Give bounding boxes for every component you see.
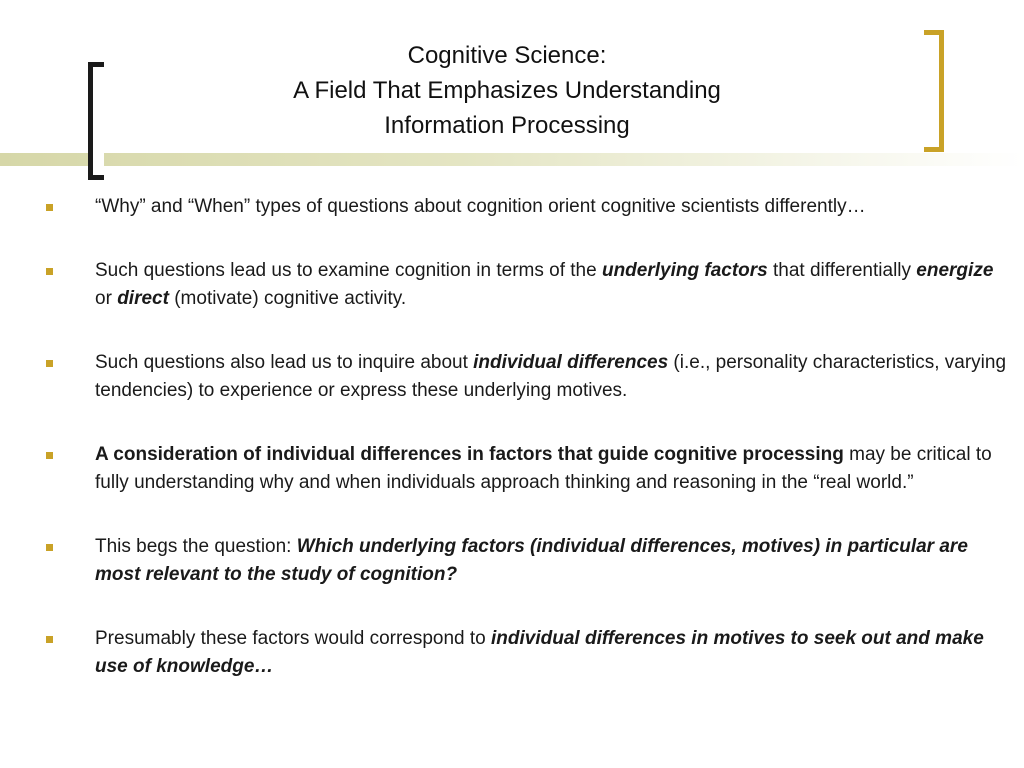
- bullet-text: or: [95, 288, 118, 309]
- square-bullet-icon: [46, 360, 53, 367]
- emphasis-text: A consideration of individual differences in factors that guide cognitive processing: [95, 444, 844, 465]
- bullet-text: Presumably these factors would correspond to: [95, 628, 492, 649]
- bullet-text: This begs the question:: [95, 536, 297, 557]
- bullet-text: that differentially: [767, 260, 917, 281]
- right-bracket-decoration: [924, 30, 944, 152]
- bullet-item: [40, 533, 1015, 589]
- bullet-text: (motivate) cognitive activity.: [168, 288, 407, 309]
- square-bullet-icon: [46, 544, 53, 551]
- emphasis-text: energize: [916, 260, 994, 281]
- left-bracket-decoration: [88, 62, 104, 180]
- emphasis-text: underlying factors: [601, 260, 768, 281]
- title-line-3: Information Processing: [384, 112, 630, 139]
- emphasis-text: Which underlying factors (individual differences, motives) in particular are most relevant to the study of cognition?: [95, 536, 968, 585]
- square-bullet-icon: [46, 204, 53, 211]
- square-bullet-icon: [46, 636, 53, 643]
- decorative-band: [0, 153, 1024, 166]
- bullet-item: [40, 349, 1015, 405]
- title-line-1: Cognitive Science:: [407, 42, 607, 69]
- title-line-2: A Field That Emphasizes Understanding: [293, 77, 721, 104]
- bullet-item: [40, 193, 1015, 221]
- emphasis-text: direct: [117, 288, 169, 309]
- emphasis-text: individual differences in motives to seek out and make use of knowledge…: [95, 628, 984, 677]
- bullet-item: [40, 441, 1015, 497]
- bullet-text: (i.e., personality characteristics, varying tendencies) to experience or express these underlying motives.: [95, 352, 1007, 401]
- bullet-text: “Why” and “When” types of questions about cognition orient cognitive scientists differently…: [95, 196, 866, 217]
- bullet-text: may be critical to fully understanding why and when individuals approach thinking and reasoning in the “real world.”: [95, 444, 992, 493]
- bullet-list: [40, 193, 1015, 717]
- square-bullet-icon: [46, 268, 53, 275]
- bullet-text: Such questions also lead us to inquire about: [95, 352, 474, 373]
- square-bullet-icon: [46, 452, 53, 459]
- bullet-item: [40, 625, 1015, 681]
- bullet-item: [40, 257, 1015, 313]
- emphasis-text: individual differences: [473, 352, 669, 373]
- slide-title: [150, 38, 864, 143]
- bullet-text: Such questions lead us to examine cognition in terms of the: [95, 260, 602, 281]
